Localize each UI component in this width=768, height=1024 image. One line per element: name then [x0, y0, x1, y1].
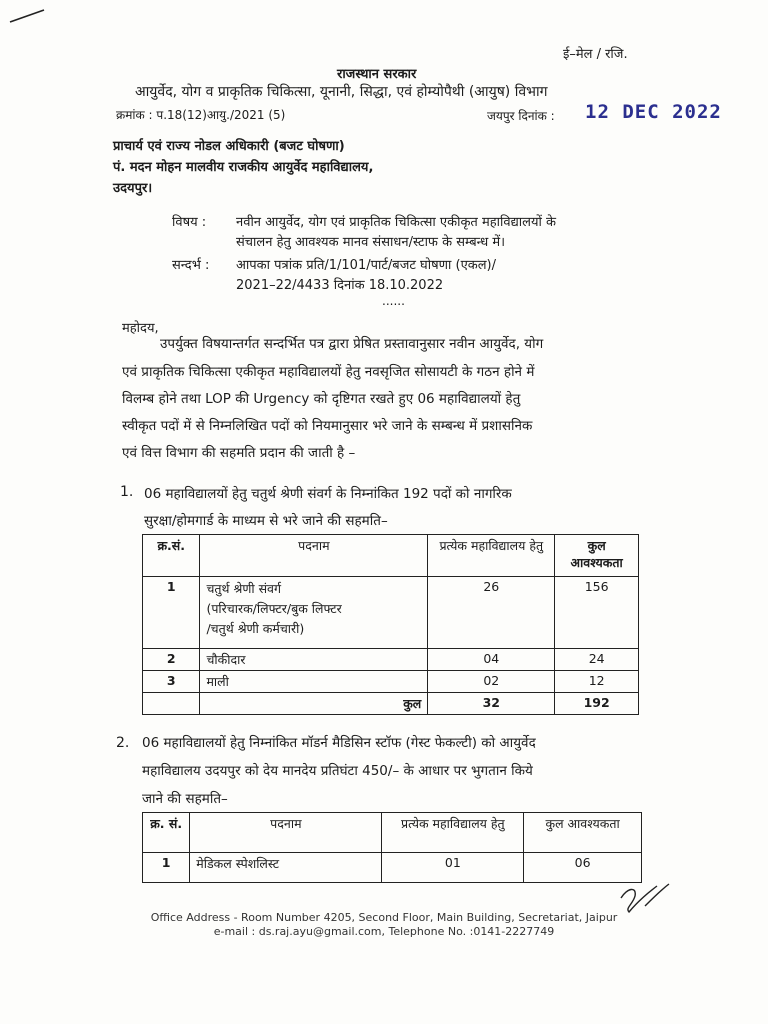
header-sn: क्र.सं. [143, 535, 200, 577]
table-header-row [143, 813, 642, 853]
subject-label: विषय : [172, 215, 207, 230]
row-post: चौकीदार [200, 649, 428, 671]
total-empty-cell [143, 693, 200, 715]
reference-label: सन्दर्भ : [172, 258, 210, 273]
row-sn: 1 [143, 853, 190, 883]
date-stamp: 12 DEC 2022 [585, 101, 722, 123]
pen-mark-icon [8, 6, 48, 26]
body-line-3: विलम्ब होने तथा LOP की Urgency को दृष्टिगत रखते हुए 06 महाविद्यालयों हेतु [122, 391, 521, 407]
header-post: पदनाम [200, 535, 428, 577]
table-row [143, 649, 639, 671]
salutation: महोदय, [122, 321, 159, 336]
table-header-row [143, 535, 639, 577]
footer-address: Office Address - Room Number 4205, Second Floor, Main Building, Secretariat, Jaipur [150, 911, 618, 924]
section-1-text-2: सुरक्षा/होमगार्ड के माध्यम से भरे जाने की सहमति– [144, 513, 388, 529]
row-per-college: 01 [382, 853, 524, 883]
table-row [143, 577, 639, 649]
table-row [143, 853, 642, 883]
date-label: जयपुर दिनांक : [487, 109, 555, 123]
body-line-4: स्वीकृत पदों में से निम्नलिखित पदों को नियमानुसार भरे जाने के सम्बन्ध में प्रशासनिक [122, 418, 533, 434]
section-2-number: 2. [116, 735, 130, 751]
separator-dots: ...... [382, 294, 405, 308]
row-sn: 2 [143, 649, 200, 671]
row-total: 06 [524, 853, 642, 883]
section-2-text-3: जाने की सहमति– [142, 791, 228, 807]
header-sn: क्र. सं. [143, 813, 190, 853]
header-post: पदनाम [190, 813, 382, 853]
row-post: मेडिकल स्पेशलिस्ट [190, 853, 382, 883]
section-1-text-1: 06 महाविद्यालयों हेतु चतुर्थ श्रेणी संवर्ग के निम्नांकित 192 पदों को नागरिक [144, 486, 512, 502]
table-row [143, 671, 639, 693]
header-per-college: प्रत्येक महाविद्यालय हेतु [428, 535, 555, 577]
section-1-number: 1. [120, 484, 134, 500]
header-total: कुल आवश्यकता [524, 813, 642, 853]
row-post: माली [200, 671, 428, 693]
table-total-row [143, 693, 639, 715]
class-four-posts-table [142, 534, 639, 715]
section-2-text-1: 06 महाविद्यालयों हेतु निम्नांकित मॉडर्न मैडिसिन स्टॉफ (गेस्ट फेकल्टी) को आयुर्वेद [142, 735, 536, 751]
reference-text-1: आपका पत्रांक प्रति/1/101/पार्ट/बजट घोषणा (एकल)/ [236, 258, 497, 273]
body-line-1: उपर्युक्त विषयान्तर्गत सन्दर्भित पत्र द्वारा प्रेषित प्रस्तावानुसार नवीन आयुर्वेद, योग [160, 336, 544, 352]
row-total: 156 [555, 577, 639, 649]
total-all: 192 [555, 693, 639, 715]
department-title: आयुर्वेद, योग व प्राकृतिक चिकित्सा, यूनानी, सिद्धा, एवं होम्योपैथी (आयुष) विभाग [135, 84, 548, 100]
recipient-line-1: प्राचार्य एवं राज्य नोडल अधिकारी (बजट घोषणा) [113, 139, 345, 154]
header-total: कुल आवश्यकता [555, 535, 639, 577]
reference-number: क्रमांक : प.18(12)आयु./2021 (5) [116, 108, 286, 122]
recipient-line-2: पं. मदन मोहन मालवीय राजकीय आयुर्वेद महाविद्यालय, [113, 160, 374, 175]
row-per-college: 04 [428, 649, 555, 671]
dispatch-mode: ई–मेल / रजि. [563, 47, 628, 62]
post-line-3: /चतुर्थ श्रेणी कर्मचारी) [206, 621, 305, 636]
post-word-1: चतुर्थ श्रेणी संवर्ग [206, 581, 282, 596]
subject-text-1: नवीन आयुर्वेद, योग एवं प्राकृतिक चिकित्सा एकीकृत महाविद्यालयों के [236, 215, 557, 230]
row-sn: 1 [143, 577, 200, 649]
footer-contact: e-mail : ds.raj.ayu@gmail.com, Telephone No. :0141-2227749 [213, 925, 555, 938]
body-line-5: एवं वित्त विभाग की सहमति प्रदान की जाती है – [122, 445, 356, 461]
post-line-1 [206, 579, 421, 599]
total-per-college: 32 [428, 693, 555, 715]
row-total: 12 [555, 671, 639, 693]
row-sn: 3 [143, 671, 200, 693]
recipient-line-3: उदयपुर। [113, 181, 153, 196]
post-line-2: (परिचारक/लिफ्टर/बुक लिफ्टर [206, 601, 342, 616]
government-title: राजस्थान सरकार [337, 67, 417, 82]
body-line-2: एवं प्राकृतिक चिकित्सा एकीकृत महाविद्यालयों हेतु नवसृजित सोसायटी के गठन होने में [122, 364, 535, 380]
section-2-text-2: महाविद्यालय उदयपुर को देय मानदेय प्रतिघंटा 450/– के आधार पर भुगतान किये [142, 763, 533, 779]
medical-staff-table [142, 812, 642, 883]
header-per-college: प्रत्येक महाविद्यालय हेतु [382, 813, 524, 853]
row-total: 24 [555, 649, 639, 671]
reference-text-2: 2021–22/4433 दिनांक 18.10.2022 [236, 278, 444, 293]
row-per-college: 26 [428, 577, 555, 649]
total-label: कुल [200, 693, 428, 715]
subject-text-2: संचालन हेतु आवश्यक मानव संसाधन/स्टाफ के सम्बन्ध में। [236, 235, 506, 250]
row-post [200, 577, 428, 649]
row-per-college: 02 [428, 671, 555, 693]
